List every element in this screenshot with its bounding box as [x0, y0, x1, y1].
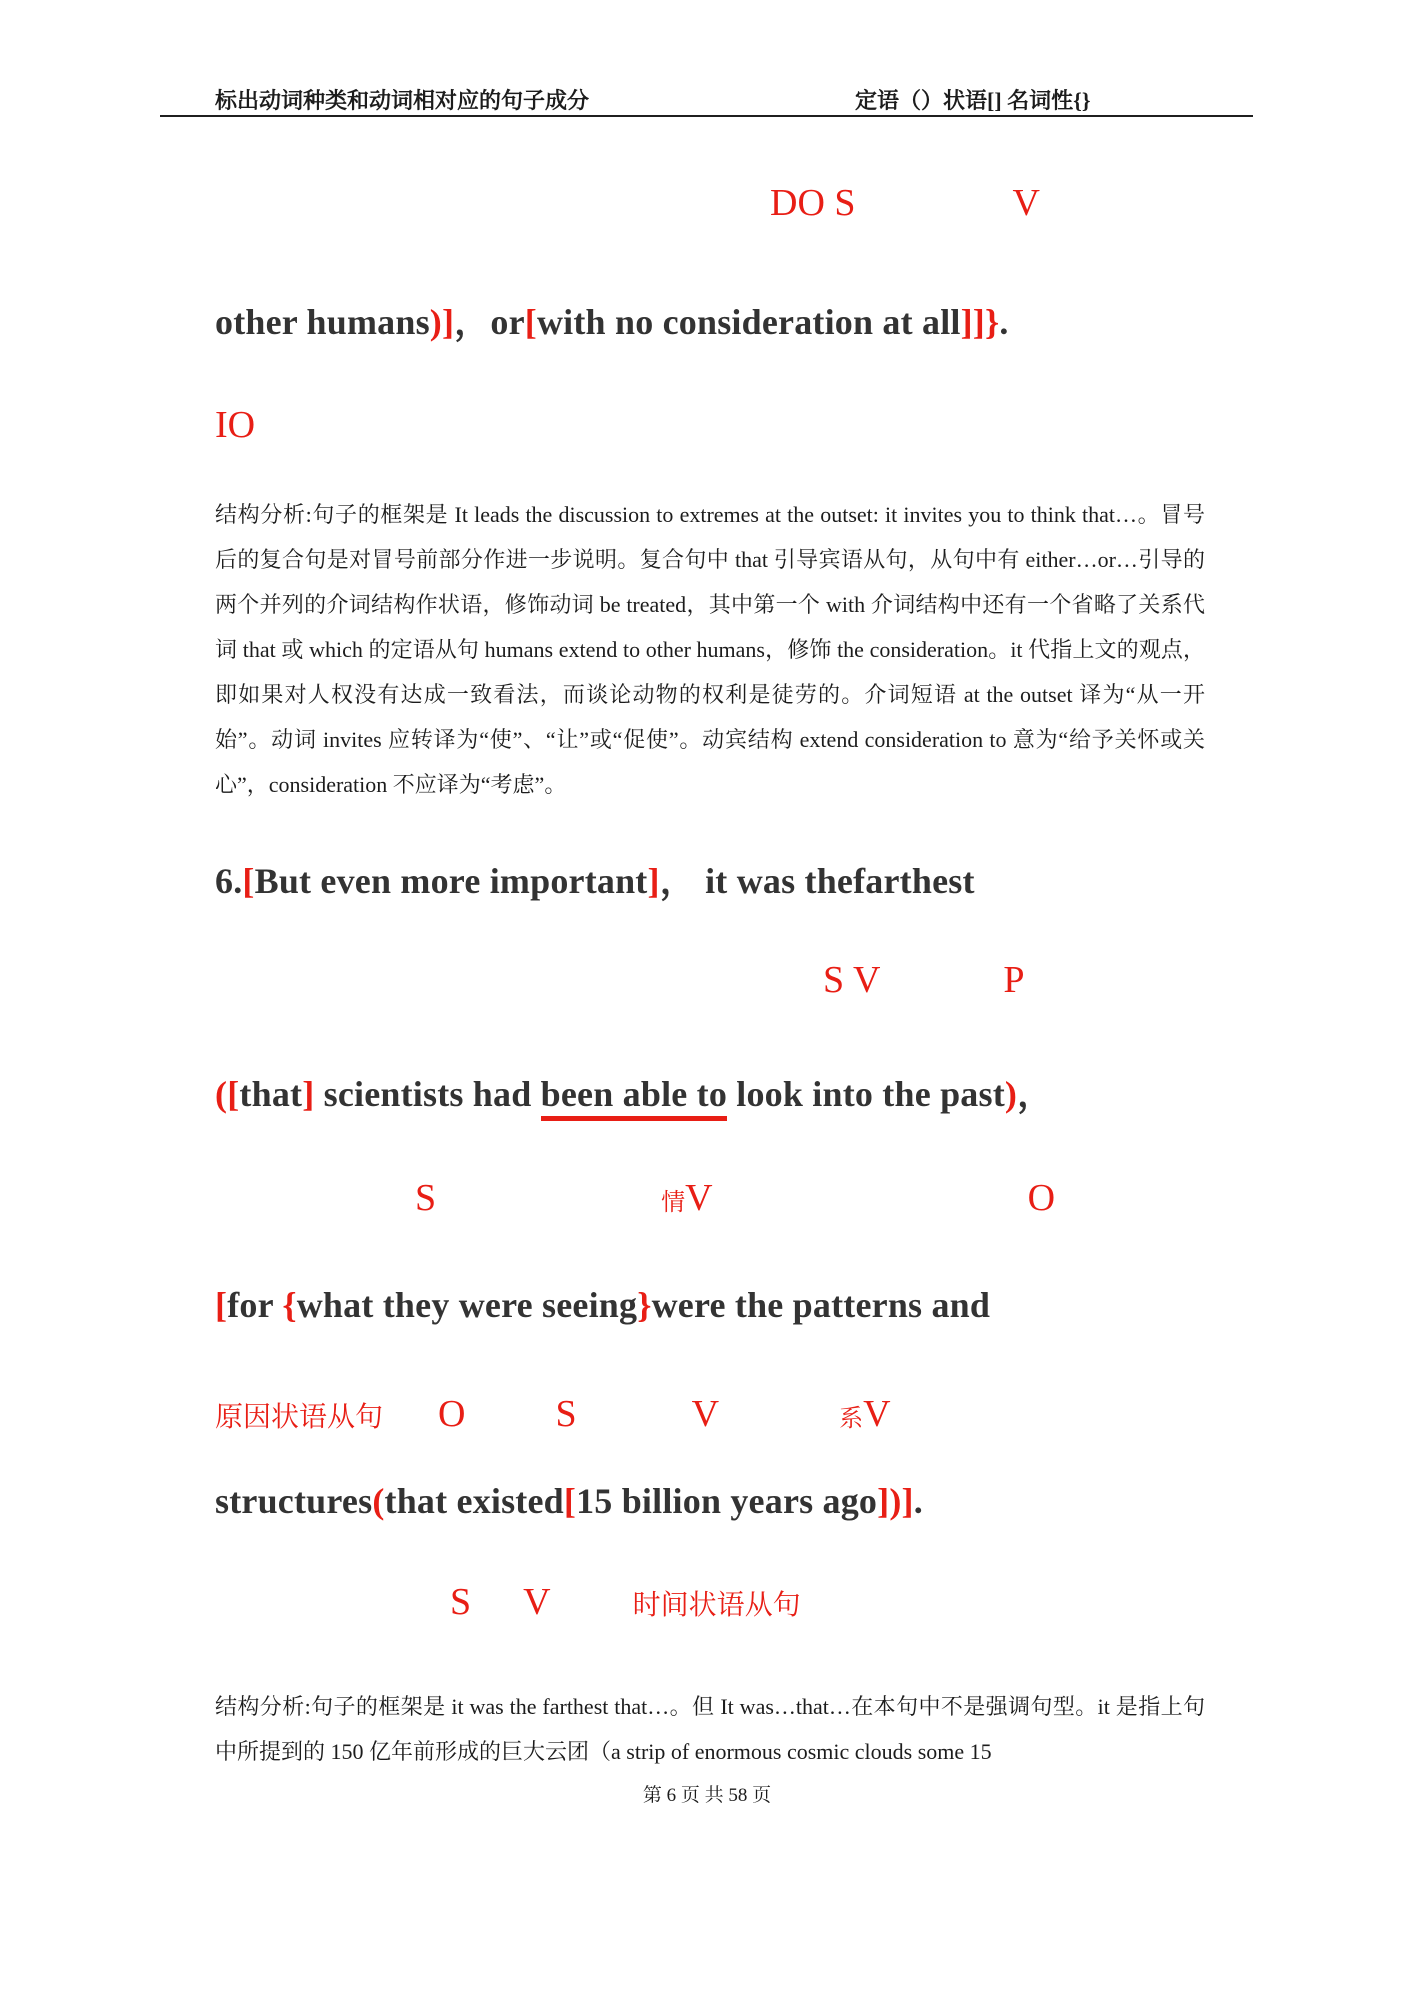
annotation-row-io: IO [215, 404, 256, 446]
analysis-paragraph-2: 结构分析:句子的框架是 it was the farthest that…。但 It was…that…在本句中不是强调句型。it 是指上句中所提到的 150 亿年前形成的巨大云团（a strip of enormous cosmic clouds some 15 [215, 1694, 1205, 1764]
header-legend-right: 定语（）状语[] 名词性{} [855, 88, 1091, 113]
sentence-heading-6: 6.[But even more important]， it was thefarthest [215, 861, 975, 901]
header-rule [160, 115, 1253, 117]
annotation-row-do-s-v: DO S V [770, 182, 1040, 224]
sentence-for-what-they-were-seeing: [for {what they were seeing}were the patterns and [215, 1285, 991, 1325]
analysis-paragraph-1: 结构分析:句子的框架是 It leads the discussion to extremes at the outset: it invites you to think that…。冒号后的复合句是对冒号前部分作进一步说明。复合句中 that 引导宾语从句，从句中有 either…or…引导的两个并列的介词结构作状语，修饰动词 be treated，其中第一个 with 介词结构中还有一个省略了关系代词 that 或 which 的定语从句 humans extend to other humans，修饰 the consideration。it 代指上文的观点，即如果对人权没有达成一致看法，而谈论动物的权利是徒劳的。介词短语 at the outset 译为“从一开始”。动词 invites 应转译为“使”、“让”或“促使”。动宾结构 extend consideration to 意为“给予关怀或关心”，consideration 不应译为“考虑”。 [215, 502, 1205, 797]
annotation-row-s-qing-v-o: S 情V O [415, 1177, 1056, 1219]
annotation-row-cause-clause: 原因状语从句 O S V 系V [215, 1393, 891, 1435]
sentence-other-humans: other humans)]，or[with no consideration at all]]}. [215, 302, 1009, 342]
header-title-left: 标出动词种类和动词相对应的句子成分 [215, 88, 590, 113]
page-footer: 第 6 页 共 58 页 [642, 1785, 772, 1806]
annotation-row-s-v-time: S V 时间状语从句 [450, 1581, 801, 1623]
sentence-structures-existed: structures(that existed[15 billion years ago])]. [215, 1481, 923, 1521]
annotation-row-s-v-p: S V P [823, 959, 1025, 1001]
sentence-that-scientists: ([that] scientists had been able to look into the past)， [215, 1066, 1053, 1117]
